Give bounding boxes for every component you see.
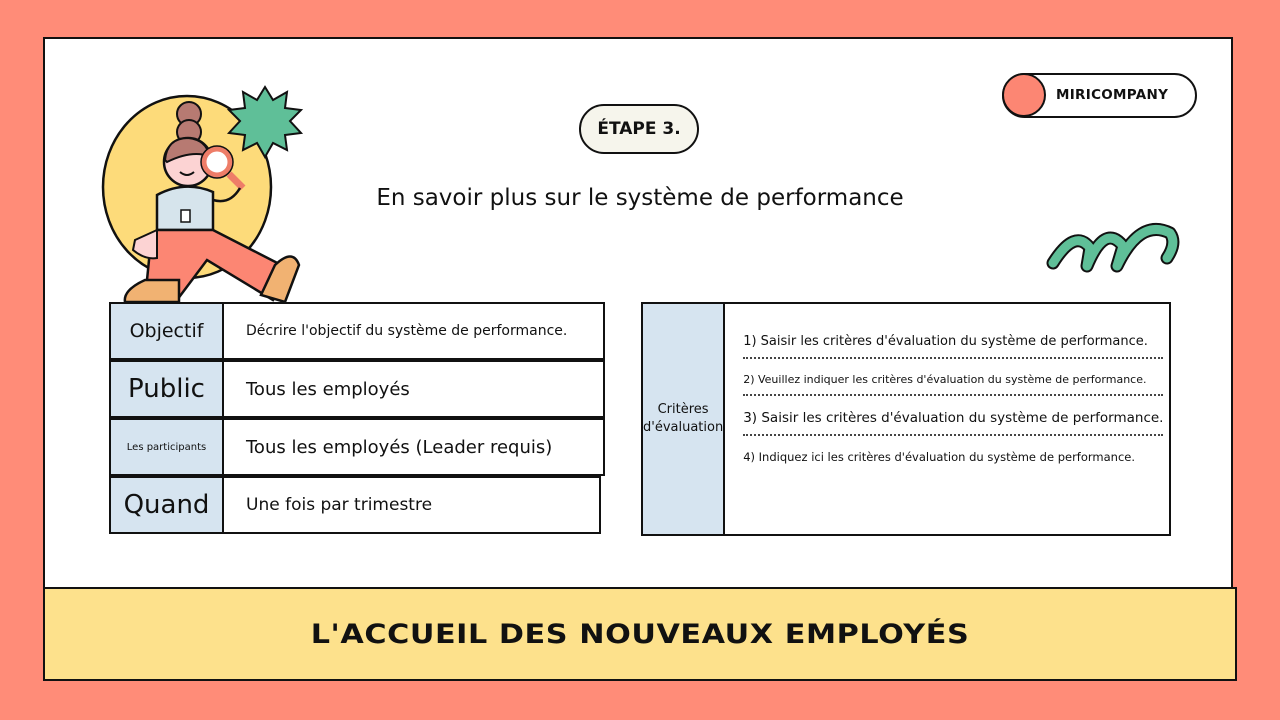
page-subtitle: En savoir plus sur le système de performance (376, 185, 904, 211)
criteria-item: 2) Veuillez indiquer les critères d'évaluation du système de performance. (743, 373, 1147, 386)
dotted-divider (743, 394, 1163, 396)
row-label: Les participants (111, 420, 224, 474)
criteria-item: 1) Saisir les critères d'évaluation du système de performance. (743, 334, 1148, 349)
table-row-quand (109, 476, 601, 534)
row-value: Tous les employés (246, 378, 410, 400)
criteria-item: 3) Saisir les critères d'évaluation du système de performance. (743, 410, 1164, 426)
row-value: Décrire l'objectif du système de performance. (246, 323, 568, 339)
table-row-public (109, 360, 605, 418)
footer-banner (43, 587, 1237, 681)
table-row-participants (109, 418, 605, 476)
squiggle-decoration-icon (1045, 218, 1185, 273)
dotted-divider (743, 434, 1163, 436)
row-label: Objectif (111, 304, 224, 358)
row-value: Une fois par trimestre (246, 495, 433, 515)
criteria-list (725, 304, 1187, 534)
brand-badge (1002, 73, 1197, 118)
table-row-objectif (109, 302, 605, 360)
footer-title: L'ACCUEIL DES NOUVEAUX EMPLOYÉS (310, 618, 970, 650)
brand-dot-icon (1002, 73, 1046, 117)
row-label: Public (111, 362, 224, 416)
criteria-table (641, 302, 1171, 536)
step-badge: ÉTAPE 3. (579, 104, 699, 154)
brand-name: MIRICOMPANY (1056, 87, 1169, 103)
dotted-divider (743, 357, 1163, 359)
woman-with-magnifier-illustration (95, 80, 315, 310)
row-value: Tous les employés (Leader requis) (246, 436, 553, 458)
row-label: Quand (111, 478, 224, 532)
criteria-item: 4) Indiquez ici les critères d'évaluation du système de performance. (743, 450, 1135, 464)
criteria-label: Critères d'évaluation (643, 304, 725, 534)
